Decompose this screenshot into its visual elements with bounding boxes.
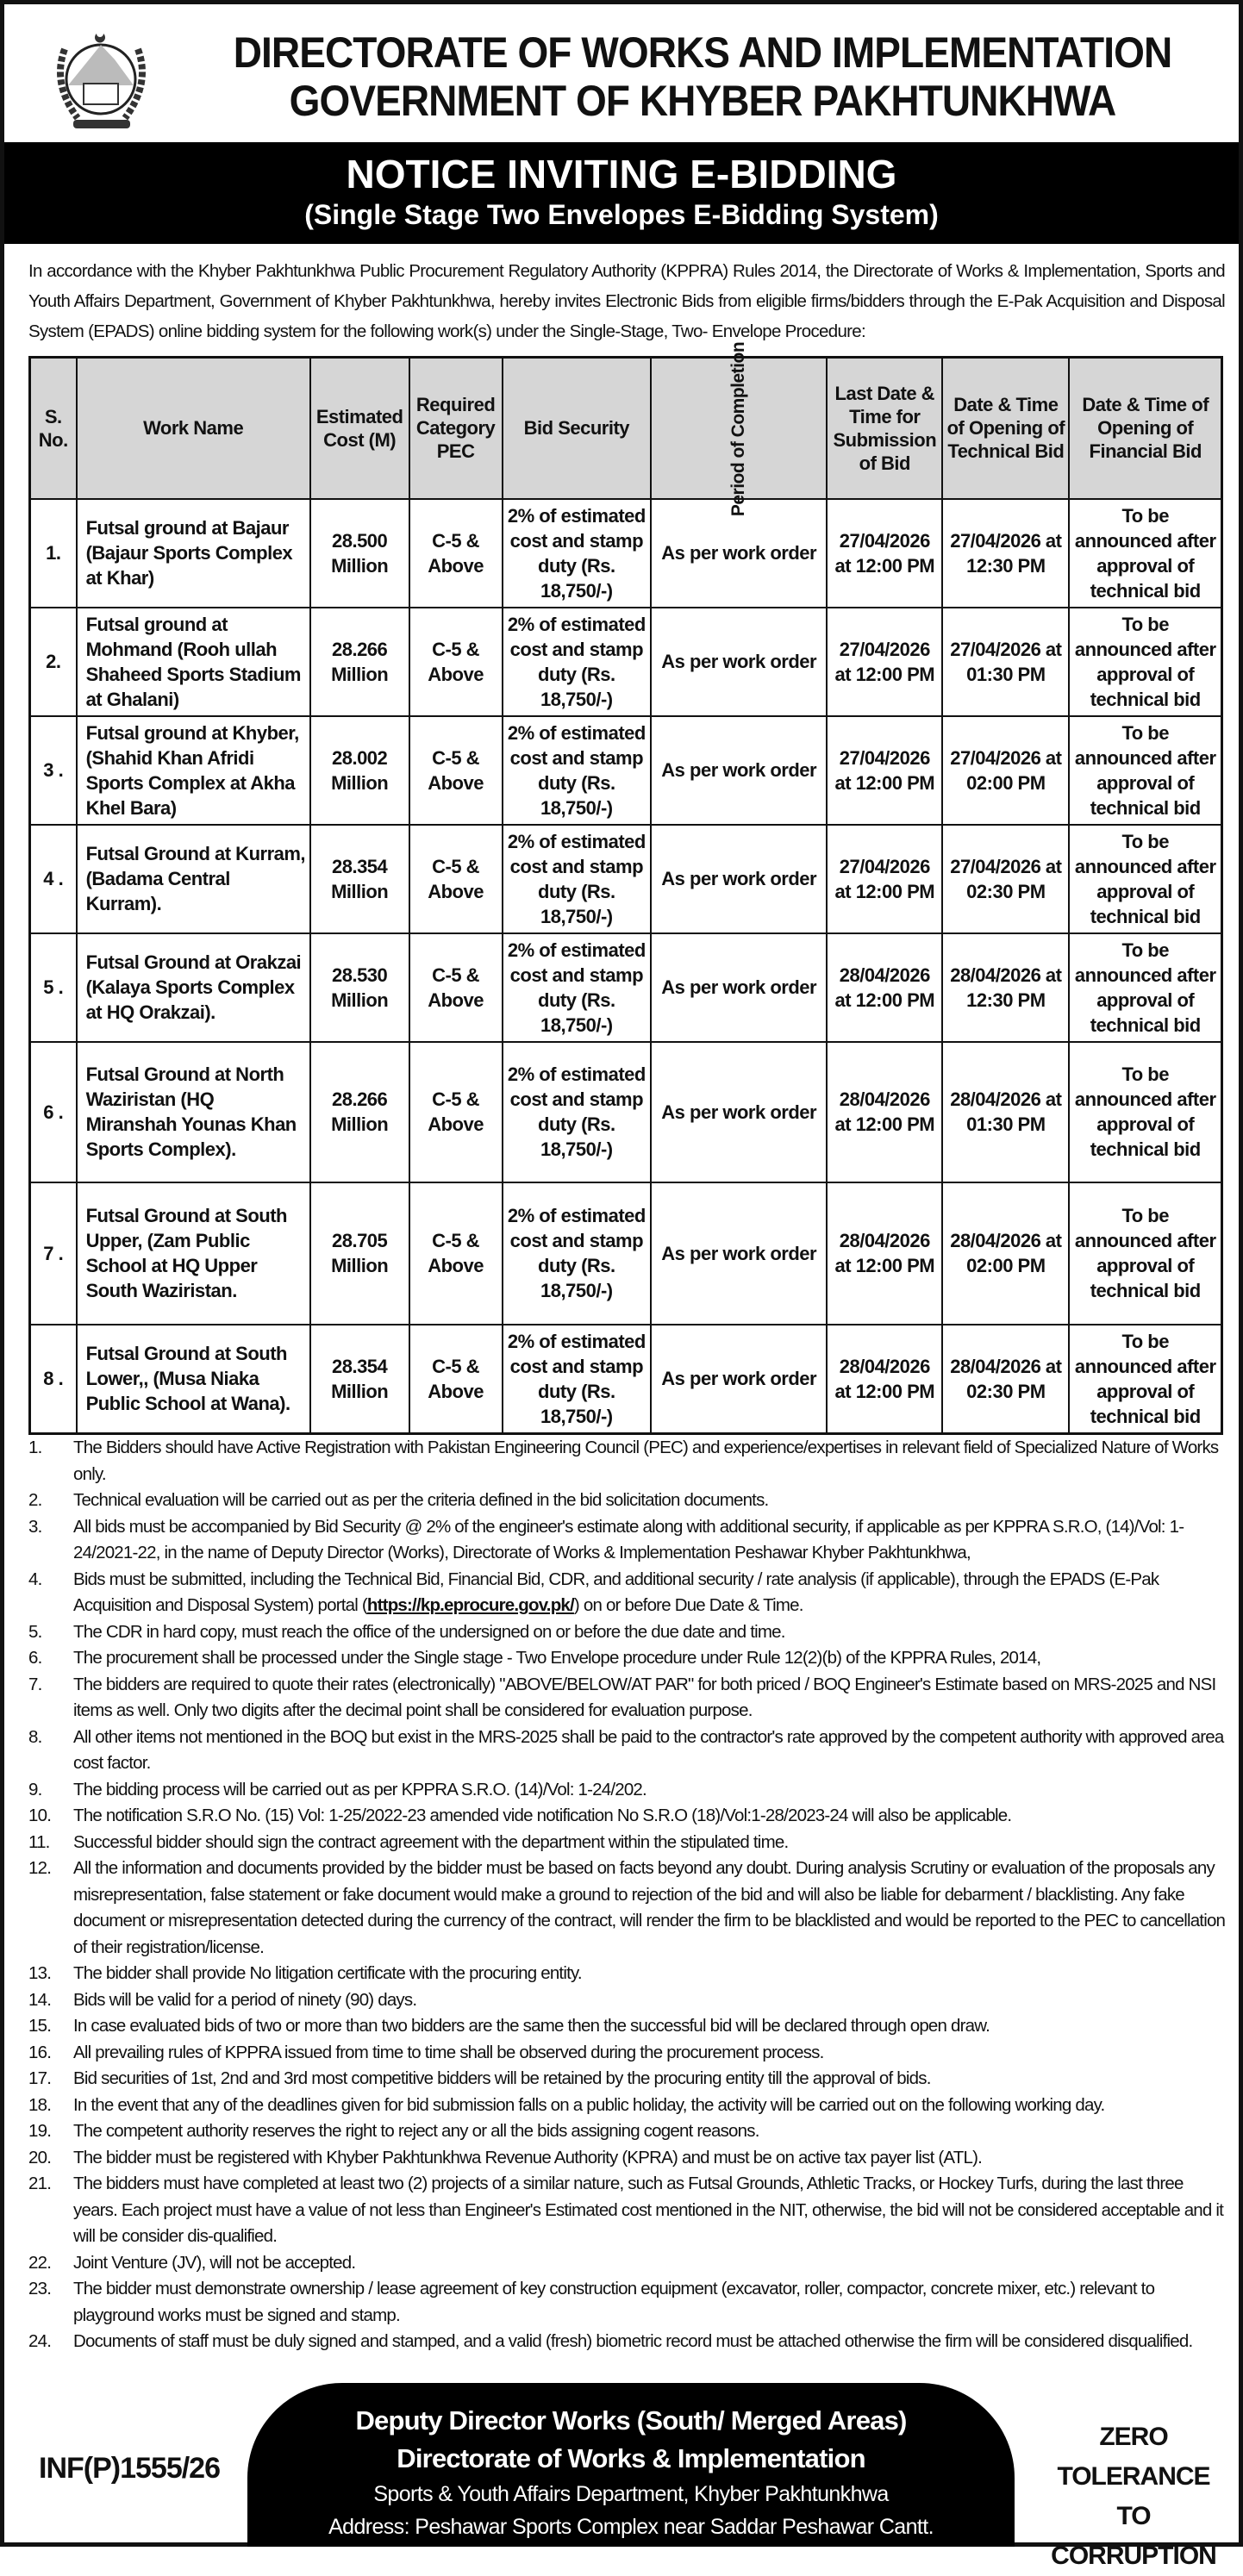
office-address-block — [247, 2383, 1015, 2547]
term-number: 10. — [28, 1806, 52, 1825]
term-text-body: Successful bidder should sign the contract agreement with the department within the stipulated time. — [73, 1831, 789, 1852]
title-line-1: DIRECTORATE OF WORKS AND IMPLEMENTATION — [233, 28, 1172, 77]
cell-security: 2% of estimated cost and stamp duty (Rs. 18,750/-) — [503, 499, 651, 608]
cell-no: 5 . — [30, 933, 77, 1042]
term-number: 17. — [28, 2068, 52, 2088]
term-text-body: Joint Venture (JV), will not be accepted. — [73, 2252, 356, 2273]
term-text-body: The bidder must demonstrate ownership / lease agreement of key construction equipment (excavator, roller, compactor, concrete mixer, etc.) relevant to playground works must be signed and stamp. — [73, 2279, 1155, 2325]
term-text — [73, 1987, 416, 2014]
cell-technical: 28/04/2026 at 02:00 PM — [942, 1182, 1069, 1325]
cell-security: 2% of estimated cost and stamp duty (Rs. 18,750/-) — [503, 1182, 651, 1325]
term-item — [28, 2118, 1227, 2145]
cell-last-date: 28/04/2026 at 12:00 PM — [827, 1325, 942, 1434]
cell-security: 2% of estimated cost and stamp duty (Rs. 18,750/-) — [503, 933, 651, 1042]
cell-category: C-5 & Above — [409, 933, 503, 1042]
cell-no: 3 . — [30, 716, 77, 825]
cell-financial: To be announced after approval of technical bid — [1069, 825, 1221, 933]
cell-financial: To be announced after approval of technical bid — [1069, 716, 1221, 825]
term-text — [73, 1645, 1040, 1672]
term-text — [73, 1803, 1011, 1830]
slogan-line: ZERO — [1099, 2423, 1168, 2451]
directorate-name: Directorate of Works & Implementation — [397, 2443, 865, 2473]
slogan-line: TOLERANCE — [1057, 2462, 1210, 2491]
cell-financial: To be announced after approval of technical bid — [1069, 1325, 1221, 1434]
term-text-body: All prevailing rules of KPPRA issued from time to time shall be observed during the procurement process. — [73, 2042, 824, 2062]
zero-tolerance-slogan — [1039, 2417, 1228, 2576]
cell-security: 2% of estimated cost and stamp duty (Rs. 18,750/-) — [503, 1042, 651, 1182]
term-text — [73, 1961, 582, 1987]
cell-cost: 28.354 Million — [310, 825, 409, 933]
header-sno — [30, 358, 77, 499]
header-period — [651, 342, 827, 517]
term-text — [73, 1488, 768, 1514]
cell-last-date: 27/04/2026 at 12:00 PM — [827, 499, 942, 608]
term-item — [28, 1777, 1227, 1804]
cell-financial: To be announced after approval of technical bid — [1069, 933, 1221, 1042]
term-number: 12. — [28, 1858, 52, 1878]
term-number: 7. — [28, 1674, 42, 1694]
term-number: 8. — [28, 1726, 42, 1747]
notice-subtitle: (Single Stage Two Envelopes E-Bidding System) — [304, 199, 939, 230]
term-text — [73, 1856, 1227, 1961]
cell-no: 6 . — [30, 1042, 77, 1182]
cell-technical: 28/04/2026 at 01:30 PM — [942, 1042, 1069, 1182]
cell-period: As per work order — [651, 716, 827, 825]
term-item — [28, 1645, 1227, 1672]
cell-security: 2% of estimated cost and stamp duty (Rs. 18,750/-) — [503, 825, 651, 933]
term-text-body: Bids must be submitted, including the Technical Bid, Financial Bid, CDR, and additional security / rate analysis (if applicable), through the EPADS (E-Pak Acquisition and Disposal System) portal ( — [73, 1569, 1159, 1615]
cell-period: As per work order — [651, 1325, 827, 1434]
cell-cost: 28.266 Million — [310, 1042, 409, 1182]
term-item — [28, 2171, 1227, 2250]
term-item — [28, 1856, 1227, 1961]
cell-technical: 28/04/2026 at 12:30 PM — [942, 933, 1069, 1042]
header-label: Last Date & Time for Submission of Bid — [833, 382, 937, 474]
term-text-body: The procurement shall be processed under the Single stage - Two Envelope procedure under Rule 12(2)(b) of the KPPRA Rules, 2014, — [73, 1648, 1041, 1668]
term-number: 1. — [28, 1438, 42, 1457]
header-label: S. No. — [38, 405, 68, 451]
term-number: 16. — [28, 2042, 52, 2062]
cell-category: C-5 & Above — [409, 499, 503, 608]
term-text-body: The bidder must be registered with Khyber Pakhtunkhwa Revenue Authority (KPRA) and must be on active tax payer list (ATL). — [73, 2147, 982, 2167]
cell-period: As per work order — [651, 825, 827, 933]
term-number: 22. — [28, 2252, 52, 2273]
term-item — [28, 2066, 1227, 2093]
term-number: 23. — [28, 2279, 52, 2298]
term-text-body: All bids must be accompanied by Bid Security @ 2% of the engineer's estimate along with additional security, if applicable as per KPPRA S.R.O, (14)/Vol: 1-24/2021-22, in the name of Deputy Director (Works), Directorate of Works & Implementation Peshawar Khyber Pakhtunkhwa, — [73, 1516, 1184, 1562]
cell-work: Futsal Ground at South Upper, (Zam Public School at HQ Upper South Waziristan. — [77, 1182, 310, 1325]
term-text — [73, 2329, 1192, 2355]
term-text-body: The bidders are required to quote their rates (electronically) "ABOVE/BELOW/AT PAR" for both priced / BOQ Engineer's Estimate based on MRS-2025 and NSI items as well. Only two digits after the decimal point shall be considered for evaluation purpose. — [73, 1674, 1216, 1720]
term-number: 11. — [28, 1831, 50, 1852]
cell-cost: 28.530 Million — [310, 933, 409, 1042]
cell-technical: 27/04/2026 at 02:30 PM — [942, 825, 1069, 933]
table-row — [30, 608, 1222, 716]
title-line-2: GOVERNMENT OF KHYBER PAKHTUNKHWA — [289, 77, 1116, 125]
term-number: 2. — [28, 1490, 42, 1510]
cell-no: 4 . — [30, 825, 77, 933]
cell-financial: To be announced after approval of technical bid — [1069, 1182, 1221, 1325]
term-text — [73, 1672, 1227, 1725]
works-table — [28, 342, 1223, 1435]
term-text-body: The Bidders should have Active Registration with Pakistan Engineering Council (PEC) and experience/expertises in relevant field of Specialized Nature of Works only. — [73, 1438, 1219, 1484]
term-text — [73, 1725, 1227, 1777]
cell-last-date: 27/04/2026 at 12:00 PM — [827, 825, 942, 933]
table-row — [30, 1325, 1222, 1434]
cell-technical: 28/04/2026 at 02:30 PM — [942, 1325, 1069, 1434]
term-item — [28, 2329, 1227, 2355]
cell-cost: 28.002 Million — [310, 716, 409, 825]
term-number: 14. — [28, 1989, 52, 2010]
term-text-after: ) on or before Due Date & Time. — [573, 1595, 803, 1615]
cell-category: C-5 & Above — [409, 1182, 503, 1325]
header-category — [409, 358, 503, 499]
term-text — [73, 2013, 990, 2040]
cell-technical: 27/04/2026 at 12:30 PM — [942, 499, 1069, 608]
term-item — [28, 2013, 1227, 2040]
table-row — [30, 933, 1222, 1042]
term-text — [73, 2145, 982, 2172]
term-item — [28, 2250, 1227, 2277]
term-text — [73, 2171, 1227, 2250]
term-item — [28, 2276, 1227, 2329]
epads-portal-link[interactable]: https://kp.eprocure.gov.pk/ — [366, 1595, 574, 1615]
header-label: Estimated Cost (M) — [315, 405, 403, 451]
table-row — [30, 1042, 1222, 1182]
term-item — [28, 1830, 1227, 1856]
cell-period: As per work order — [651, 1182, 827, 1325]
term-text-body: All other items not mentioned in the BOQ but exist in the MRS-2025 shall be paid to the contractor's rate approved by the competent authority with approved area cost factor. — [73, 1726, 1224, 1773]
term-text-body: Bid securities of 1st, 2nd and 3rd most competitive bidders will be retained by the procuring entity till the approval of bids. — [73, 2068, 931, 2088]
term-item — [28, 2093, 1227, 2119]
term-text-body: The notification S.R.O No. (15) Vol: 1-25/2022-23 amended vide notification No S.R.O (18)/Vol:1-28/2023-24 will also be applicable. — [73, 1806, 1012, 1825]
cell-category: C-5 & Above — [409, 825, 503, 933]
term-item — [28, 1672, 1227, 1725]
cell-security: 2% of estimated cost and stamp duty (Rs. 18,750/-) — [503, 716, 651, 825]
cell-work: Futsal Ground at North Waziristan (HQ Miranshah Younas Khan Sports Complex). — [77, 1042, 310, 1182]
cell-work: Futsal Ground at Orakzai (Kalaya Sports Complex at HQ Orakzai). — [77, 933, 310, 1042]
cell-category: C-5 & Above — [409, 716, 503, 825]
cell-period: As per work order — [651, 933, 827, 1042]
header-label: Bid Security — [523, 417, 630, 440]
term-text — [73, 1514, 1227, 1567]
term-number: 19. — [28, 2121, 52, 2141]
cell-financial: To be announced after approval of technical bid — [1069, 499, 1221, 608]
term-number: 3. — [28, 1516, 42, 1537]
cell-no: 2. — [30, 608, 77, 716]
reference-number: INF(P)1555/26 — [39, 2452, 220, 2485]
cell-cost: 28.354 Million — [310, 1325, 409, 1434]
cell-last-date: 28/04/2026 at 12:00 PM — [827, 1182, 942, 1325]
cell-work: Futsal ground at Khyber, (Shahid Khan Afridi Sports Complex at Akha Khel Bara) — [77, 716, 310, 825]
header-label: Work Name — [143, 417, 244, 440]
header-label: Period of Completion — [728, 342, 749, 517]
cell-period: As per work order — [651, 608, 827, 716]
term-number: 5. — [28, 1621, 42, 1642]
term-number: 9. — [28, 1779, 42, 1799]
term-text — [73, 1619, 785, 1646]
cell-category: C-5 & Above — [409, 1325, 503, 1434]
term-number: 6. — [28, 1648, 42, 1668]
header-work-name — [77, 358, 310, 499]
term-text-body: The competent authority reserves the right to reject any or all the bids assigning cogent reasons. — [73, 2121, 759, 2141]
term-text — [73, 1830, 788, 1856]
office-name: Deputy Director Works (South/ Merged Areas) — [355, 2405, 907, 2436]
term-item — [28, 1514, 1227, 1567]
term-text-body: The bidder shall provide No litigation certificate with the procuring entity. — [73, 1963, 582, 1983]
term-item — [28, 1619, 1227, 1646]
term-item — [28, 1725, 1227, 1777]
term-item — [28, 1961, 1227, 1987]
address: Address: Peshawar Sports Complex near Saddar Peshawar Cantt. — [328, 2515, 934, 2539]
cell-work: Futsal ground at Mohmand (Rooh ullah Shaheed Sports Stadium at Ghalani) — [77, 608, 310, 716]
cell-cost: 28.705 Million — [310, 1182, 409, 1325]
cell-security: 2% of estimated cost and stamp duty (Rs. 18,750/-) — [503, 608, 651, 716]
footer — [4, 2383, 1239, 2570]
cell-security: 2% of estimated cost and stamp duty (Rs. 18,750/-) — [503, 1325, 651, 1434]
header-label: Date & Time of Opening of Financial Bid — [1082, 394, 1209, 463]
government-emblem-icon — [47, 23, 155, 135]
header-financial-opening — [1069, 358, 1221, 499]
term-item — [28, 1987, 1227, 2014]
term-text-body: All the information and documents provided by the bidder must be based on facts beyond any doubt. During analysis Scrutiny or evaluation of the proposals any misrepresentation, false statement or fake document would make a ground to rejection of the bid and will also be liable for debarment / blacklisting. Any fake document or misrepresentation detected during the currency of the contract, will render the firm to be blacklisted and would be reported to the PEC to cancellation of their registration/license. — [73, 1858, 1226, 1957]
table-row — [30, 825, 1222, 933]
cell-work: Futsal Ground at Kurram, (Badama Central Kurram). — [77, 825, 310, 933]
term-number: 13. — [28, 1963, 52, 1983]
department-name: Sports & Youth Affairs Department, Khyber Pakhtunkhwa — [373, 2482, 889, 2506]
term-text — [73, 1777, 646, 1804]
term-text-body: Documents of staff must be duly signed and stamped, and a valid (fresh) biometric record must be attached otherwise the firm will be considered disqualified. — [73, 2331, 1193, 2351]
term-text — [73, 2118, 759, 2145]
cell-work: Futsal ground at Bajaur (Bajaur Sports Complex at Khar) — [77, 499, 310, 608]
cell-last-date: 27/04/2026 at 12:00 PM — [827, 716, 942, 825]
term-text-body: The bidders must have completed at least two (2) projects of a similar nature, such as Futsal Grounds, Athletic Tracks, or Hockey Turfs, during the last three years. Each project must have a value of not less than Engineer's Estimated cost mentioned in the NIT, otherwise, the bid will not be considered acceptable and it will be consider dis-qualified. — [73, 2174, 1224, 2246]
cell-last-date: 28/04/2026 at 12:00 PM — [827, 933, 942, 1042]
term-item — [28, 1567, 1227, 1619]
cell-technical: 27/04/2026 at 02:00 PM — [942, 716, 1069, 825]
cell-technical: 27/04/2026 at 01:30 PM — [942, 608, 1069, 716]
page-title — [227, 28, 1178, 125]
term-number: 18. — [28, 2094, 52, 2115]
term-text — [73, 2093, 1104, 2119]
header-last-date — [827, 358, 942, 499]
cell-no: 8 . — [30, 1325, 77, 1434]
term-number: 20. — [28, 2147, 52, 2167]
term-number: 24. — [28, 2331, 52, 2351]
term-item — [28, 2145, 1227, 2172]
term-number: 21. — [28, 2174, 52, 2193]
table-row — [30, 1182, 1222, 1325]
cell-period: As per work order — [651, 1042, 827, 1182]
cell-last-date: 27/04/2026 at 12:00 PM — [827, 608, 942, 716]
slogan-line: TO CORRUPTION — [1051, 2502, 1216, 2570]
term-text-body: In case evaluated bids of two or more than two bidders are the same then the successful bid will be declared through open draw. — [73, 2016, 990, 2036]
term-text — [73, 2066, 931, 2093]
table-header-row — [30, 358, 1222, 499]
cell-no: 7 . — [30, 1182, 77, 1325]
term-text-body: Bids will be valid for a period of ninety (90) days. — [73, 1989, 417, 2010]
header-estimated-cost — [310, 358, 409, 499]
header-bid-security — [503, 358, 651, 499]
term-text — [73, 1435, 1227, 1488]
intro-paragraph: In accordance with the Khyber Pakhtunkhwa Public Procurement Regulatory Authority (KPPRA) Rules 2014, the Directorate of Works & Implementation, Sports and Youth Affairs Department, Government of Khyber Pakhtunkhwa, hereby invites Electronic Bids from eligible firms/bidders through the E-Pak Acquisition and Disposal System (EPADS) online bidding system for the following work(s) under the Single-Stage, Two- Envelope Procedure: — [28, 261, 1225, 341]
term-text — [73, 2276, 1227, 2329]
cell-work: Futsal Ground at South Lower,, (Musa Niaka Public School at Wana). — [77, 1325, 310, 1434]
table-row — [30, 499, 1222, 608]
term-text — [73, 2250, 355, 2277]
term-item — [28, 1435, 1227, 1488]
cell-financial: To be announced after approval of technical bid — [1069, 608, 1221, 716]
term-number: 15. — [28, 2016, 52, 2036]
table-row — [30, 716, 1222, 825]
cell-no: 1. — [30, 499, 77, 608]
term-item — [28, 2040, 1227, 2067]
term-text-body: In the event that any of the deadlines given for bid submission falls on a public holiday, the activity will be carried out on the following working day. — [73, 2094, 1105, 2115]
term-item — [28, 1803, 1227, 1830]
term-text — [73, 1567, 1227, 1619]
cell-category: C-5 & Above — [409, 1042, 503, 1182]
cell-category: C-5 & Above — [409, 608, 503, 716]
header-label: Required Category PEC — [415, 394, 496, 463]
notice-banner — [4, 142, 1239, 244]
term-text-body: Technical evaluation will be carried out as per the criteria defined in the bid solicitation documents. — [73, 1490, 769, 1510]
cell-financial: To be announced after approval of technical bid — [1069, 1042, 1221, 1182]
term-text-body: The CDR in hard copy, must reach the office of the undersigned on or before the due date and time. — [73, 1621, 785, 1642]
header-label: Date & Time of Opening of Technical Bid — [946, 394, 1065, 463]
cell-cost: 28.266 Million — [310, 608, 409, 716]
notice-title: NOTICE INVITING E-BIDDING — [346, 152, 897, 196]
cell-cost: 28.500 Million — [310, 499, 409, 608]
term-number: 4. — [28, 1569, 42, 1589]
term-text — [73, 2040, 824, 2067]
term-text-body: The bidding process will be carried out as per KPPRA S.R.O. (14)/Vol: 1-24/202. — [73, 1779, 646, 1799]
terms-list — [28, 1435, 1227, 2355]
header — [4, 4, 1239, 142]
cell-period: As per work order — [651, 499, 827, 608]
cell-last-date: 28/04/2026 at 12:00 PM — [827, 1042, 942, 1182]
header-technical-opening — [942, 358, 1069, 499]
term-item — [28, 1488, 1227, 1514]
